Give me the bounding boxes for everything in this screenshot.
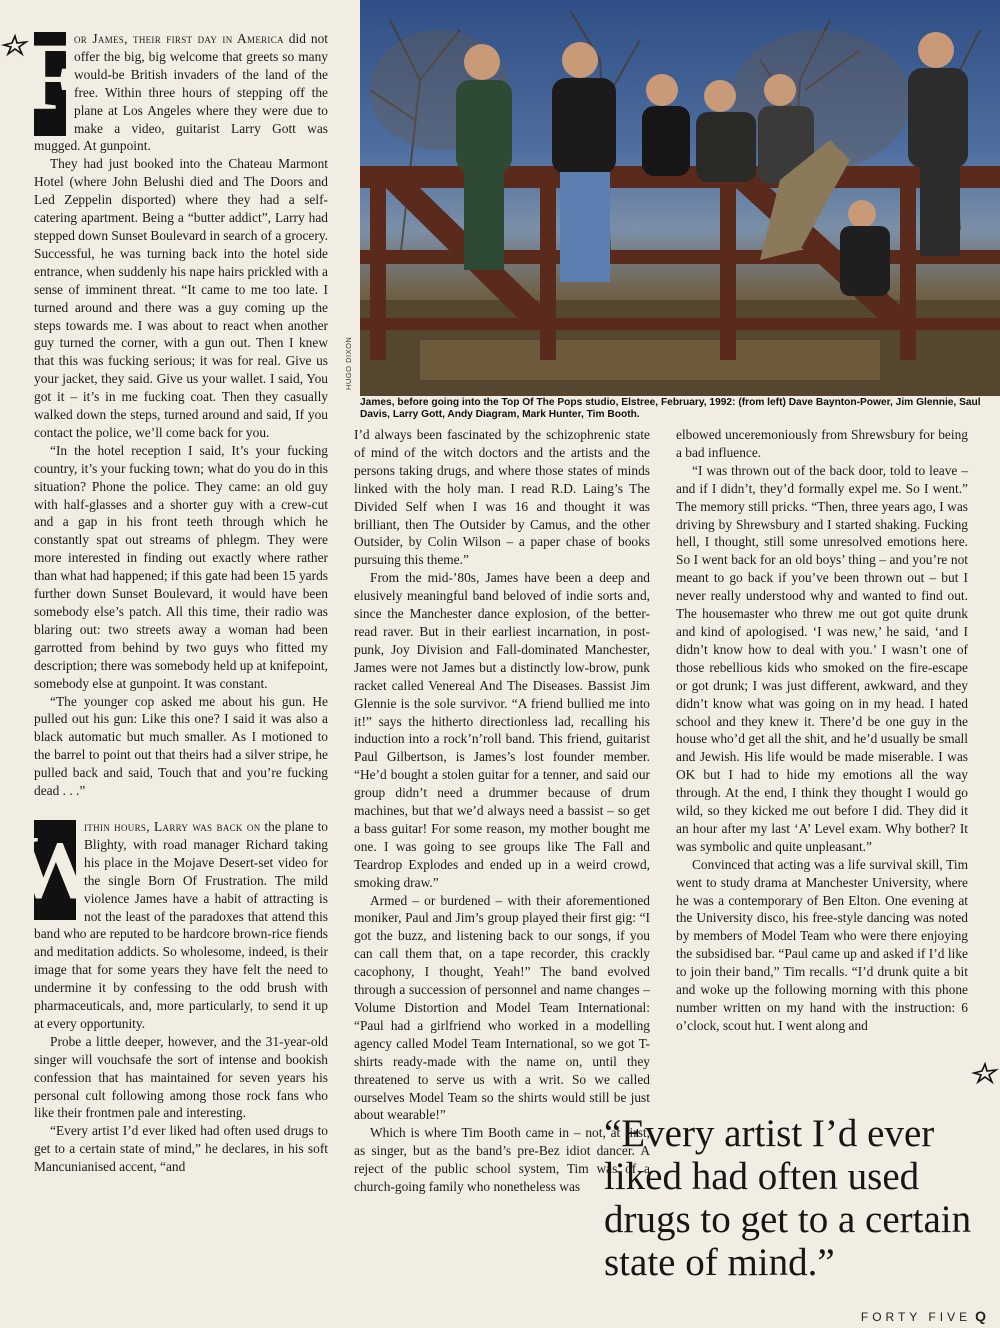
paragraph: “In the hotel reception I said, It’s your fucking country, it’s your fucking town; what do you do in this situation? Phone the police. They came: an old guy with half-glasses and a shorter guy with a crew-cut and a gap in his front teeth through which he constantly spat out streams of phlegm. They were more interested in finding out exactly where rather than what had happened; if this gate had been 15 yards further down Sunset Boulevard, it would have been somebody else’s patch. All this time, their radio was blaring out: two streets away a woman had been garrotted from behind by two guys who fitted my description; there was somebody held up at knifepoint, somebody else at gunpoint. It was constant. bbox=[34, 442, 328, 691]
photo-credit: HUGO DIXON bbox=[344, 336, 353, 390]
paragraph: I’d always been fascinated by the schizophrenic state of mind of the witch doctors and the artists and the persons taking drugs, and where those states of minds linked with the holy man. I read R.D. Laing’s The Divided Self when I was 16 and thought it was brilliant, then The Outsider by Camus, and the other Outsider, by Colin Wilson – a paper chase of books pursuing this theme.” bbox=[354, 427, 650, 568]
paragraph: From the mid-’80s, James have been a deep and elusively meaningful band beloved of indie sorts and, since the Manchester dance explosion, of the better-read raver. But in their earliest incarnation, in post-punk, Joy Division and Fall-dominated Manchester, James were not James but a distinctly low-brow, punk racket called Venereal And The Diseases. Bassist Jim Glennie is the sole survivor. “A friend bullied me into it!” says the hitherto directionless lad, recalling his induction into a rock’n’roll band. This friend, guitarist Paul Gilbertson, is James’s lost founder member. “He’d bought a stolen guitar for a tenner, and said our group didn’t need a drummer because of drum machines, but that we’d always need a bassist – so get a bass guitar! For some reason, my mother bought me one. I was going to see groups like The Fall and Teardrop Explodes and ended up in a weird crowd, smoking draw.” bbox=[354, 570, 650, 890]
paragraph bbox=[20, 23, 328, 155]
lead-in: or James, their first day in America bbox=[74, 31, 284, 46]
paragraph: “Every artist I’d ever liked had often used drugs to get to a certain state of mind,” he declares, in his soft Mancunianised accent, “and bbox=[34, 1123, 328, 1175]
page-folio bbox=[861, 1308, 986, 1324]
page-number-text: FORTY FIVE bbox=[860, 1310, 972, 1324]
paragraph bbox=[10, 817, 328, 1033]
paragraph: Which is where Tim Booth came in – not, at first, as singer, but as the band’s pre-Bez idiot dancer. A reject of the public school system, Tim was of a church-going family who nonetheless was bbox=[354, 1125, 650, 1195]
paragraph: elbowed unceremoniously from Shrewsbury for being a bad influence. bbox=[676, 427, 968, 460]
dropcap: F bbox=[34, 32, 66, 136]
section-break bbox=[34, 800, 328, 818]
paragraph: They had just booked into the Chateau Marmont Hotel (where John Belushi died and The Doors and Led Zeppelin disported) where they had a self-catering apartment. Being a “butter addict”, Larry had stepped down Sunset Boulevard in search of a grocery. Successful, he was turning back into the hotel side entrance, when suddenly his nape hairs prickled with a sense of imminent threat. “It came to me too late. I turned around and there was a guy coming up the steps towards me. I was about to react when another guy turned the corner, with a gun out. Then I knew that this was fucking serious; it was for real. Give us your jacket, they said. Give us your wallet. I said, You got it – it’s in me fucking coat. Then they casually walked down the steps, turned around and said, If you contact the police, we’ll come back for you. bbox=[34, 156, 329, 440]
paragraph: “I was thrown out of the back door, told to leave – and if I didn’t, they’d formally expel me. So I went.” The memory still pricks. “Then, three years ago, I was driving by Shrewsbury and I started shaking. Fucking hell, I thought, still some unresolved emotions here. So I went back for an old boys’ thing – and you’re not meant to go back if you’ve been thrown out – but I never really understood why and wanted to find out. The housemaster who threw me out got quite drunk and kind of apologised. ‘I was new,’ he said, ‘and I didn’t know how to deal with you.’ I wasn’t one of those rebellious kids who smoked on the fire-escape or got drunk; I was just different, awkward, and they didn’t know what was going on in my head. I hated school and they knew it. There’d be one guy in the house who’d get all the shit, and he’d usually be small and Jewish. His life would be made miserable. I was OK but I had to hide my emotions all the way through. At the end, I think they thought I would go wild, so they kicked me out before I did. They did it an hour after my last ‘A’ Level exam. Why bother? It was symbolic and quite unpleasant.” bbox=[676, 462, 968, 854]
band-photo-illustration bbox=[360, 0, 1000, 396]
dropcap: W bbox=[34, 820, 76, 920]
band-photo bbox=[360, 0, 1000, 396]
article-column-3 bbox=[676, 426, 968, 1086]
paragraph: Probe a little deeper, however, and the 31-year-old singer will vouchsafe the sort of intense and bookish confession that has maintained for seven years his personal cult following among those rock fans who like their frontmen pale and interesting. bbox=[34, 1033, 328, 1121]
paragraph: Armed – or burdened – with their aforementioned moniker, Paul and Jim’s group played their first gig: “I got the buzz, and listening back to our songs, if you can call them that, on a tape recorder, this crackly cacophony, I thought, Yeah!” The band evolved through a succession of personnel and name changes – Volume Distortion and Model Team International: “Paul had a girlfriend who worked in a modelling agency called Model Team International, so we got T-shirts ready-made with the name on, until they threatened to serve us with a writ. So we called ourselves Model Team so the shirts would still be just about wearable!” bbox=[354, 892, 650, 1123]
star-marker-icon bbox=[972, 1062, 998, 1084]
paragraph-text: the plane to Blighty, with road manager Richard taking his place in the Mojave Desert-set video for the single Born Of Frustration. The mild violence James have a habit of attracting is not the least of the paradoxes that attend this band who are reputed to be hardcore brown-rice fiends and meditation addicts. So wholesome, indeed, is their image that for some years they have felt the need to undermine it by confessing to the odd brush with pharmaceuticals, and, more particularly, to send it up at every opportunity. bbox=[34, 818, 328, 1031]
photo-caption: James, before going into the Top Of The Pops studio, Elstree, February, 1992: (from left) Dave Baynton-Power, Jim Glennie, Saul Davis, Larry Gott, Andy Diagram, Mark Hunter, Tim Booth. bbox=[360, 397, 981, 421]
article-column-1 bbox=[10, 23, 329, 1292]
paragraph-text: did not offer the big, big welcome that greets so many would-be British invaders of the land of the free. Within three hours of stepping off the plane at Los Angeles where they were due to make a video, guitarist Larry Gott was mugged. At gunpoint. bbox=[34, 31, 328, 154]
paragraph: Convinced that acting was a life survival skill, Tim went to study drama at Manchester University, where he was a contemporary of Ben Elton. One evening at the University disco, his free-style dancing was noted by members of Model Team who were there enjoying the subsidised bar. “Paul came up and asked if I’d like to join their band,” Tim recalls. “I’d drunk quite a bit and woke up the following morning with this phone number written on my hand with the instruction: 6 o’clock, scout hut. I went along and bbox=[676, 856, 968, 1033]
magazine-logo: Q bbox=[975, 1308, 986, 1324]
paragraph: “The younger cop asked me about his gun. He pulled out his gun: Like this one? I said it was also a black automatic but much smaller. As I motioned to the barrel to point out that theirs had a silver stripe, he pulled back and said, Touch that and you’re fucking dead . . .” bbox=[34, 693, 328, 799]
pull-quote: “Every artist I’d ever liked had often used drugs to get to a certain state of mind.” bbox=[604, 1112, 972, 1284]
lead-in: ithin hours, Larry was back on bbox=[84, 818, 261, 834]
